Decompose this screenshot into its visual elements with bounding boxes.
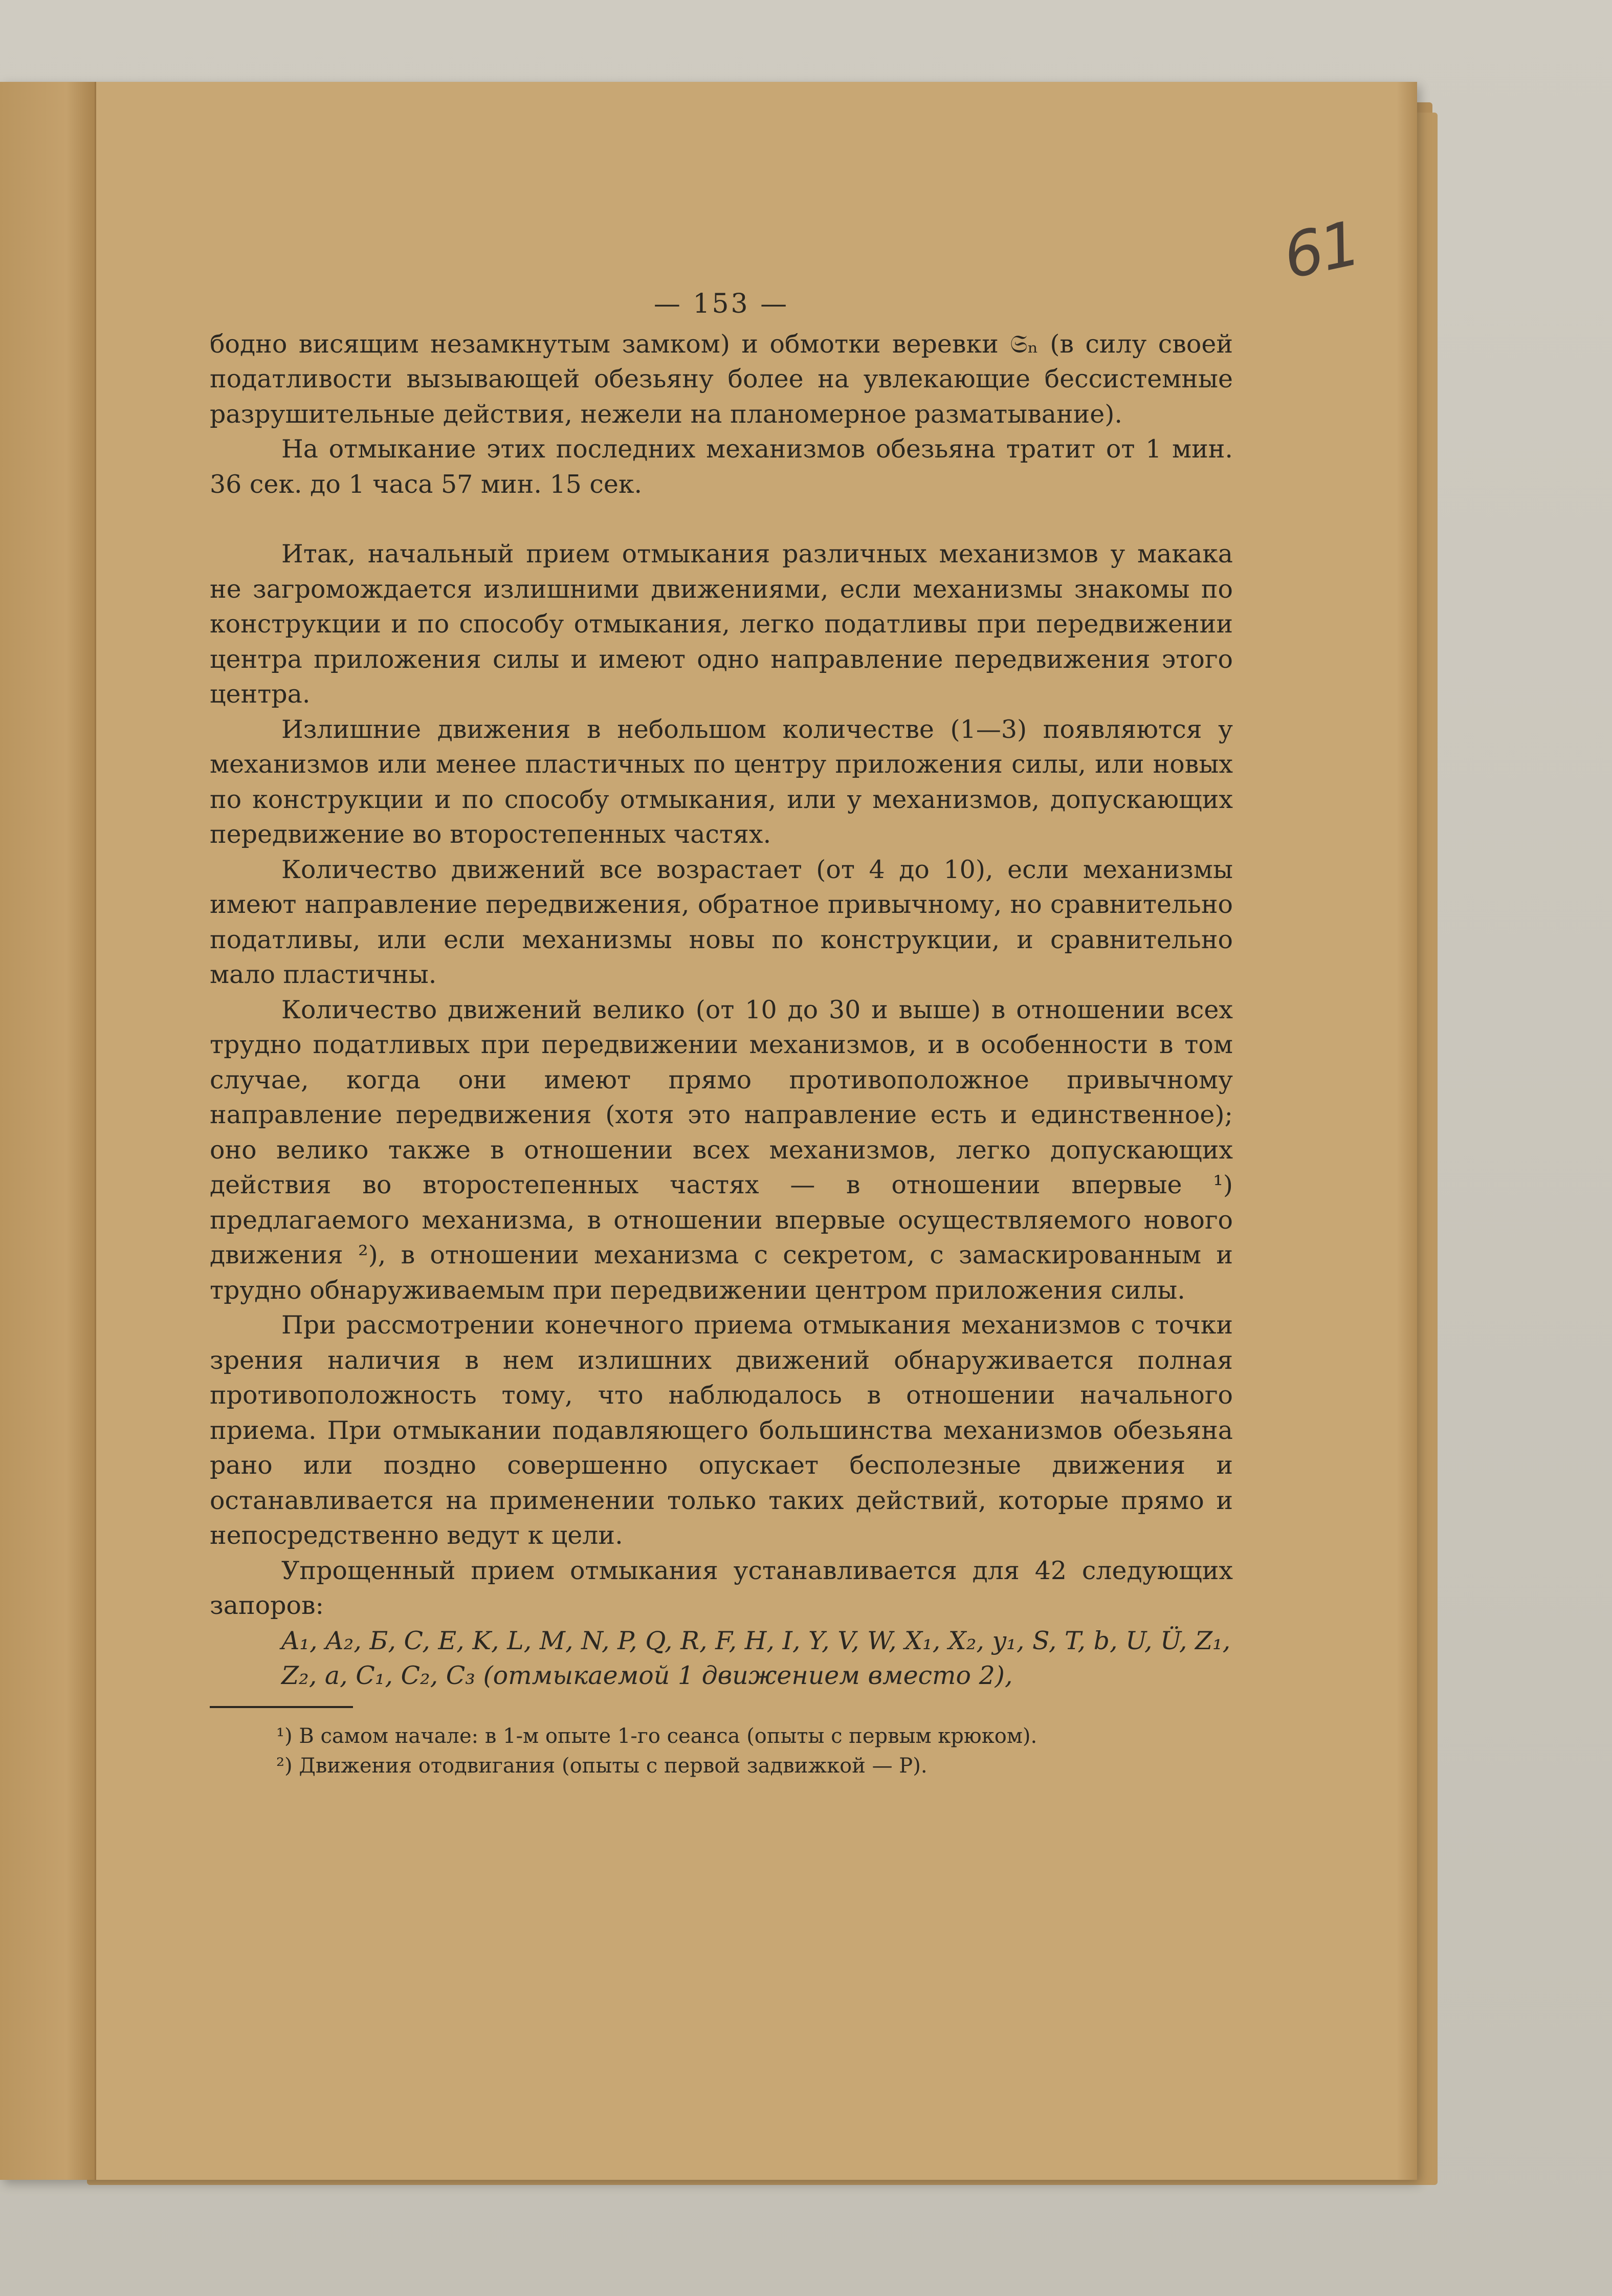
- footnote: ¹) В самом начале: в 1-м опыте 1-го сеанса (опыты с первым крюком).: [276, 1724, 1037, 1748]
- handwritten-folio-number: 61: [1277, 208, 1365, 293]
- paragraph: Количество движений велико (от 10 до 30 и выше) в отношении всех трудно податливых при передвижении механизмов, и в особенности в том случае, когда они имеют прямо противоположное привычному направление передвижения (хотя это направление есть и единственное); оно велико также в отношении всех механизмов, легко допускающих действия во второстепенных частях — в отношении впервые ¹) предлагаемого механизма, в отношении впервые осуществляемого нового движения ²), в отношении механизма с секретом, с замаскированным и трудно обнаруживаемым при передвижении центром приложения силы.: [210, 995, 1233, 1305]
- page-edge: [1397, 82, 1417, 2180]
- paragraph: Итак, начальный прием отмыкания различных механизмов у макака не загромождается излишними движениями, если механизмы знакомы по конструкции и по способу отмыкания, легко податливы при передвижении центра приложения силы и имеют одно направление передвижения этого центра.: [210, 539, 1233, 709]
- paragraph: Количество движений все возрастает (от 4 до 10), если механизмы имеют направление передвижения, обратное привычному, но сравнительно податливы, или если механизмы новы по конструкции, и сравнительно мало пластичны.: [210, 855, 1233, 989]
- lock-list: A₁, A₂, Б, C, E, K, L, M, N, P, Q, R, F, H, I, Y, V, W, X₁, X₂, y₁, S, T, b, U, Ü, Z₁, Z₂, a, C₁, C₂, C₃ (отмыкаемой 1 движением вместо 2),: [281, 1626, 1231, 1690]
- page-text: [210, 287, 1233, 1781]
- paragraph: На отмыкание этих последних механизмов обезьяна тратит от 1 мин. 36 сек. до 1 часа 57 мин. 15 сек.: [210, 434, 1233, 499]
- paragraph: Упрощенный прием отмыкания устанавливается для 42 следующих запоров:: [210, 1556, 1233, 1620]
- footnote-divider: [210, 1706, 353, 1708]
- page-number: — 153 —: [653, 289, 789, 319]
- paragraph: бодно висящим незамкнутым замком) и обмотки веревки 𝔖ₙ (в силу своей податливости вызывающей обезьяну более на увлекающие бессистемные разрушительные действия, нежели на планомерное разматывание).: [210, 329, 1233, 429]
- facing-page-edge: [0, 82, 96, 2180]
- paragraph: Излишние движения в небольшом количестве (1—3) появляются у механизмов или менее пластичных по центру приложения силы, или новых по конструкции и по способу отмыкания, или у механизмов, допускающих передвижение во второстепенных частях.: [210, 714, 1233, 849]
- paragraph: При рассмотрении конечного приема отмыкания механизмов с точки зрения наличия в нем излишних движений обнаруживается полная противоположность тому, что наблюдалось в отношении начального приема. При отмыкании подавляющего большинства механизмов обезьяна рано или поздно совершенно опускает бесполезные движения и останавливается на применении только таких действий, которые прямо и непосредственно ведут к цели.: [210, 1310, 1233, 1550]
- footnote: ²) Движения отодвигания (опыты с первой задвижкой — P).: [276, 1754, 928, 1778]
